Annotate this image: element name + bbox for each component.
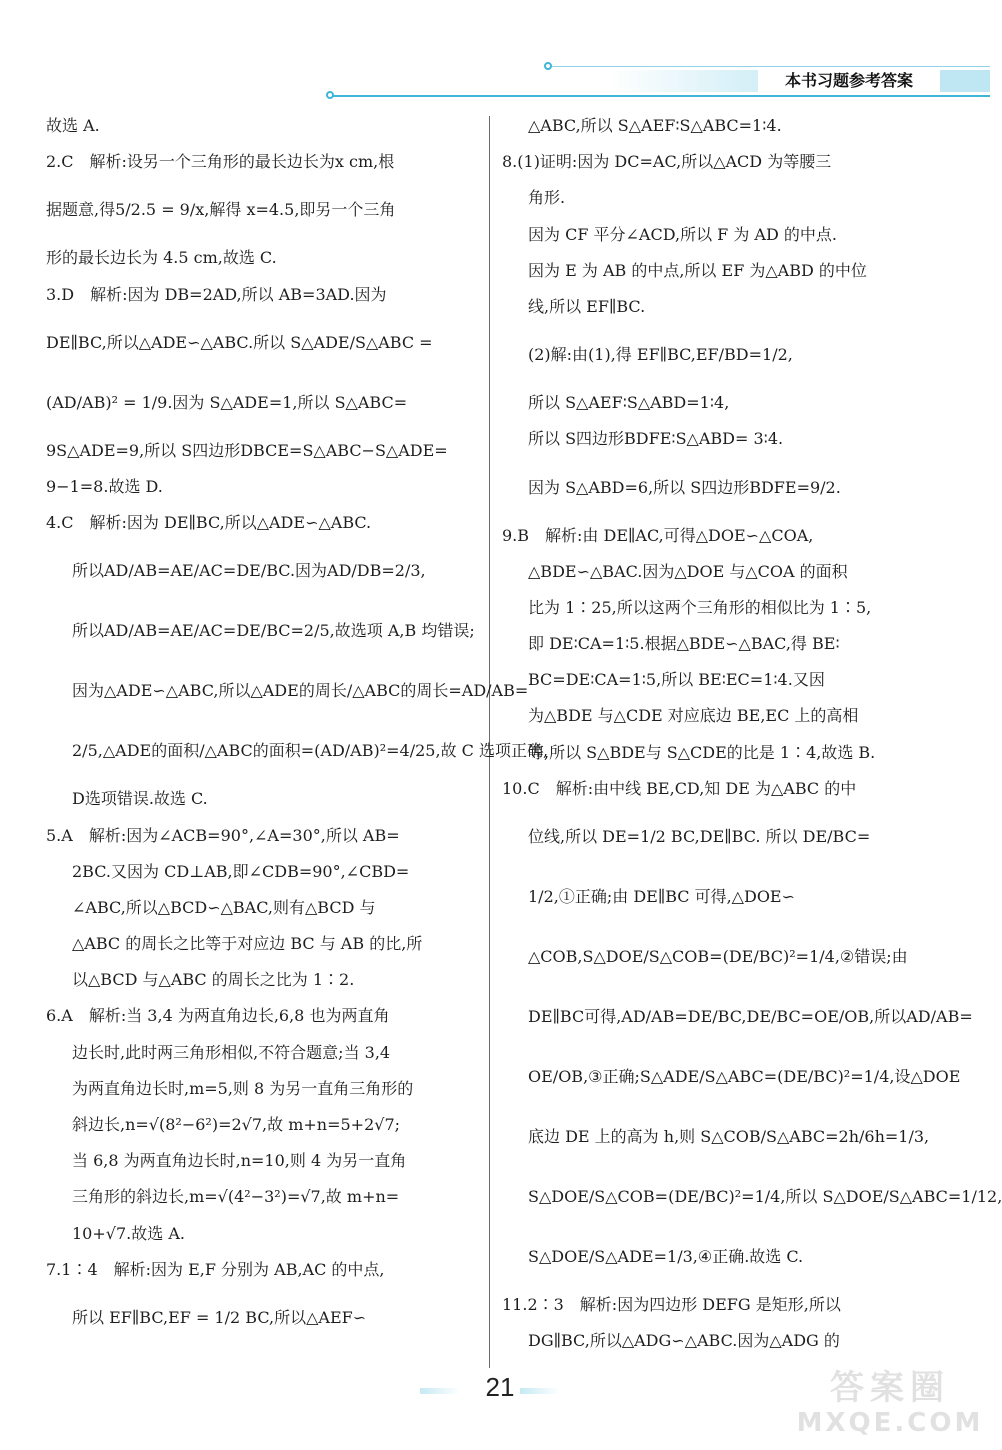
answer-line: 角形. xyxy=(528,188,566,208)
answer-line: DG∥BC,所以△ADG∽△ABC.因为△ADG 的 xyxy=(528,1331,840,1351)
answer-line: 10.C 解析:由中线 BE,CD,知 DE 为△ABC 的中 xyxy=(502,778,857,798)
answer-line: 故选 A. xyxy=(46,116,100,135)
answer-line: ∠ABC,所以△BCD∽△BAC,则有△BCD 与 xyxy=(72,897,376,917)
answer-line: 4.C 解析:因为 DE∥BC,所以△ADE∽△ABC. xyxy=(46,513,372,533)
answer-line: 所以 EF∥BC,EF = 1/2 BC,所以△AEF∽ xyxy=(72,1307,367,1327)
answer-line: 为两直角边长时,m=5,则 8 为另一直角三角形的 xyxy=(72,1078,414,1098)
answer-line: 所以AD/AB=AE/AC=DE/BC.因为AD/DB=2/3, xyxy=(72,561,426,581)
answer-line: 1/2,①正确;由 DE∥BC 可得,△DOE∽ xyxy=(528,887,796,906)
watermark-url: MXQE.COM xyxy=(796,1408,984,1438)
left-column xyxy=(46,108,549,1348)
answer-line: 据题意,得5/2.5 = 9/x,解得 x=4.5,即另一个三角 xyxy=(46,200,396,220)
answer-line: 斜边长,n=√(8²−6²)=2√7,故 m+n=5+2√7; xyxy=(72,1115,401,1134)
answer-line: 10+√7.故选 A. xyxy=(72,1223,185,1243)
header-rule xyxy=(330,95,990,97)
answer-line: 2BC.又因为 CD⊥AB,即∠CDB=90°,∠CBD= xyxy=(72,861,410,881)
answer-line: 线,所以 EF∥BC. xyxy=(528,296,646,316)
answer-line: 7.1∶4 解析:因为 E,F 分别为 AB,AC 的中点, xyxy=(46,1259,385,1279)
watermark xyxy=(790,1368,990,1446)
answer-line: S△DOE/S△ADE=1/3,④正确.故选 C. xyxy=(528,1247,804,1266)
answer-line: 因为 S△ABD=6,所以 S四边形BDFE=9/2. xyxy=(528,477,841,497)
page-header-title: 本书习题参考答案 xyxy=(758,68,940,94)
answer-line: 8.(1)证明:因为 DC=AC,所以△ACD 为等腰三 xyxy=(502,152,832,172)
answer-line: BC=DE∶CA=1∶5,所以 BE∶EC=1∶4.又因 xyxy=(528,670,825,690)
answer-line: 2.C 解析:设另一个三角形的最长边长为x cm,根 xyxy=(46,152,395,172)
footer-decoration-left xyxy=(420,1388,460,1394)
watermark-logo-text: 答案圈 xyxy=(830,1368,950,1408)
answer-line: △BDE∽△BAC.因为△DOE 与△COA 的面积 xyxy=(528,561,848,581)
header-rule-dot xyxy=(326,91,334,99)
answer-line: 5.A 解析:因为∠ACB=90°,∠A=30°,所以 AB= xyxy=(46,825,400,845)
page-number: 21 xyxy=(485,1372,515,1402)
answer-line: (2)解:由(1),得 EF∥BC,EF/BD=1/2, xyxy=(528,345,793,365)
answer-line: 6.A 解析:当 3,4 为两直角边长,6,8 也为两直角 xyxy=(46,1006,390,1026)
answer-line: 11.2∶3 解析:因为四边形 DEFG 是矩形,所以 xyxy=(502,1295,841,1314)
answer-line: 三角形的斜边长,m=√(4²−3²)=√7,故 m+n= xyxy=(72,1187,400,1207)
answer-line: D选项错误.故选 C. xyxy=(72,789,208,809)
answer-line: 位线,所以 DE=1/2 BC,DE∥BC. 所以 DE/BC= xyxy=(528,827,871,846)
answer-line: 即 DE∶CA=1∶5.根据△BDE∽△BAC,得 BE∶ xyxy=(528,634,840,654)
answer-line: DE∥BC可得,AD/AB=DE/BC,DE/BC=OE/OB,所以AD/AB= xyxy=(528,1007,973,1026)
answer-line: 9.B 解析:由 DE∥AC,可得△DOE∽△COA, xyxy=(502,525,814,545)
answer-line: 2/5,△ADE的面积/△ABC的面积=(AD/AB)²=4/25,故 C 选项正确, xyxy=(72,741,549,761)
answer-line: S△DOE/S△COB=(DE/BC)²=1/4,所以 S△DOE/S△ABC=1/12, xyxy=(528,1187,1002,1206)
answer-line: 等,所以 S△BDE与 S△CDE的比是 1∶4,故选 B. xyxy=(528,742,876,762)
answer-line: DE∥BC,所以△ADE∽△ABC.所以 S△ADE/S△ABC = xyxy=(46,332,433,352)
answer-line: 因为△ADE∽△ABC,所以△ADE的周长/△ABC的周长=AD/AB= xyxy=(72,681,529,701)
answer-line: 边长时,此时两三角形相似,不符合题意;当 3,4 xyxy=(72,1042,391,1062)
answer-line: 为△BDE 与△CDE 对应底边 BE,EC 上的高相 xyxy=(528,706,859,726)
answer-line: 当 6,8 为两直角边长时,n=10,则 4 为另一直角 xyxy=(72,1151,407,1171)
footer-decoration-right xyxy=(520,1388,560,1394)
answer-line: 9−1=8.故选 D. xyxy=(46,476,163,496)
answer-line: 所以 S△AEF∶S△ABD=1∶4, xyxy=(528,393,730,413)
header-rule-top xyxy=(548,66,990,67)
right-column xyxy=(502,108,1002,1359)
answer-line: 3.D 解析:因为 DB=2AD,所以 AB=3AD.因为 xyxy=(46,284,387,304)
answer-line: △COB,S△DOE/S△COB=(DE/BC)²=1/4,②错误;由 xyxy=(528,947,908,966)
answer-line: 以△BCD 与△ABC 的周长之比为 1∶2. xyxy=(72,970,355,990)
answer-line: △ABC,所以 S△AEF∶S△ABC=1∶4. xyxy=(528,116,782,135)
header-rule-dot-top xyxy=(544,62,552,70)
answer-line: △ABC 的周长之比等于对应边 BC 与 AB 的比,所 xyxy=(72,934,423,954)
answer-line: 底边 DE 上的高为 h,则 S△COB/S△ABC=2h/6h=1/3, xyxy=(528,1127,930,1146)
answer-line: 形的最长边长为 4.5 cm,故选 C. xyxy=(46,248,277,268)
answer-line: (AD/AB)² = 1/9.因为 S△ADE=1,所以 S△ABC= xyxy=(46,392,408,412)
answer-line: 因为 E 为 AB 的中点,所以 EF 为△ABD 的中位 xyxy=(528,260,867,280)
answer-line: 因为 CF 平分∠ACD,所以 F 为 AD 的中点. xyxy=(528,224,837,244)
answer-line: 9S△ADE=9,所以 S四边形DBCE=S△ABC−S△ADE= xyxy=(46,440,448,460)
answer-line: OE/OB,③正确;S△ADE/S△ABC=(DE/BC)²=1/4,设△DOE xyxy=(528,1067,961,1086)
answer-line: 比为 1∶25,所以这两个三角形的相似比为 1∶5, xyxy=(528,597,872,617)
answer-line: 所以 S四边形BDFE∶S△ABD= 3∶4. xyxy=(528,429,784,449)
answer-line: 所以AD/AB=AE/AC=DE/BC=2/5,故选项 A,B 均错误; xyxy=(72,621,475,641)
